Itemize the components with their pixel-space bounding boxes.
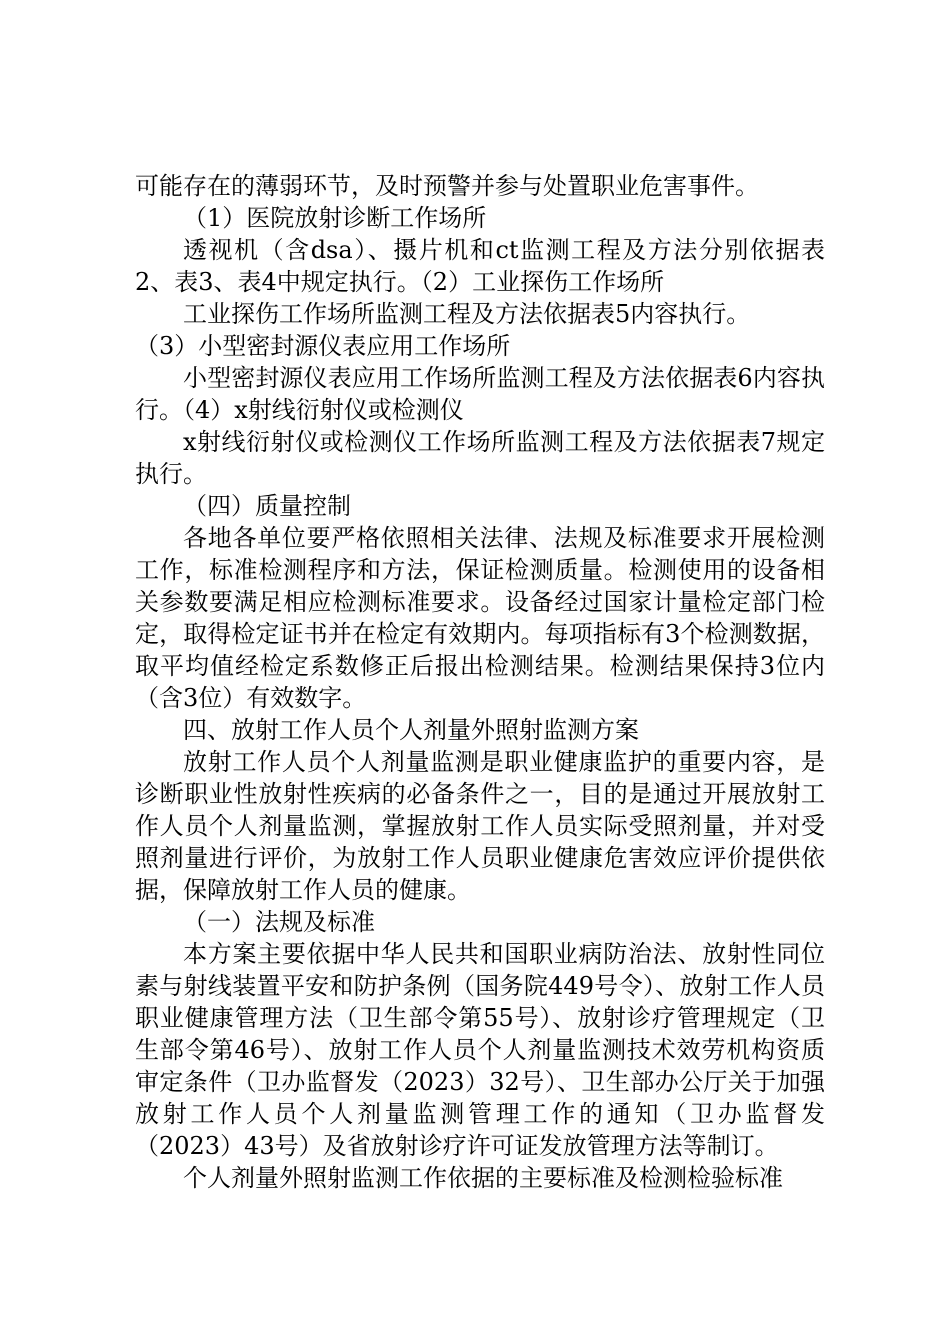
paragraph-fluoroscopy: 透视机（含dsa）、摄片机和ct监测工程及方法分别依据表2、表3、表4中规定执行。（2）工业探伤工作场所 bbox=[135, 236, 825, 296]
heading-quality-control: （四）质量控制 bbox=[183, 492, 351, 520]
heading-regulations: （一）法规及标准 bbox=[183, 908, 375, 936]
paragraph-dose-monitoring: 放射工作人员个人剂量监测是职业健康监护的重要内容，是诊断职业性放射性疾病的必备条件之一，目的是通过开展放射工作人员个人剂量监测，掌握放射工作人员实际受照剂量，并对受照剂量进行评价，为放射工作人员职业健康危害效应评价提供依据，保障放射工作人员的健康。 bbox=[135, 748, 825, 904]
paragraph-regulations: 本方案主要依据中华人民共和国职业病防治法、放射性同位素与射线装置平安和防护条例（国务院449号令）、放射工作人员职业健康管理方法（卫生部令第55号）、放射诊疗管理规定（卫生部令第46号）、放射工作人员个人剂量监测技术效劳机构资质审定条件（卫办监督发（2023）32号）、卫生部办公厅关于加强放射工作人员个人剂量监测管理工作的通知（卫办监督发（2023）43号）及省放射诊疗许可证发放管理方法等制订。 bbox=[135, 940, 825, 1160]
subheading-hospital-radiology: （1）医院放射诊断工作场所 bbox=[183, 204, 487, 232]
paragraph-quality-control: 各地各单位要严格依照相关法律、法规及标准要求开展检测工作，标准检测程序和方法，保证检测质量。检测使用的设备相关参数要满足相应检测标准要求。设备经过国家计量检定部门检定，取得检定证书并在检定有效期内。每项指标有3个检测数据，取平均值经检定系数修正后报出检测结果。检测结果保持3位内（含3位）有效数字。 bbox=[135, 524, 825, 712]
paragraph-continuation: 可能存在的薄弱环节，及时预警并参与处置职业危害事件。 bbox=[135, 172, 759, 200]
heading-section-four: 四、放射工作人员个人剂量外照射监测方案 bbox=[183, 716, 639, 744]
paragraph-industrial-testing: 工业探伤工作场所监测工程及方法依据表5内容执行。 bbox=[183, 300, 751, 328]
paragraph-sealed-source: 小型密封源仪表应用工作场所监测工程及方法依据表6内容执行。（4）x射线衍射仪或检测仪 bbox=[135, 364, 825, 424]
paragraph-xray-diffraction: x射线衍射仪或检测仪工作场所监测工程及方法依据表7规定执行。 bbox=[135, 428, 825, 488]
paragraph-standards: 个人剂量外照射监测工作依据的主要标准及检测检验标准 bbox=[183, 1164, 783, 1192]
document-body bbox=[135, 170, 825, 1194]
subheading-sealed-source: （3）小型密封源仪表应用工作场所 bbox=[135, 332, 511, 360]
